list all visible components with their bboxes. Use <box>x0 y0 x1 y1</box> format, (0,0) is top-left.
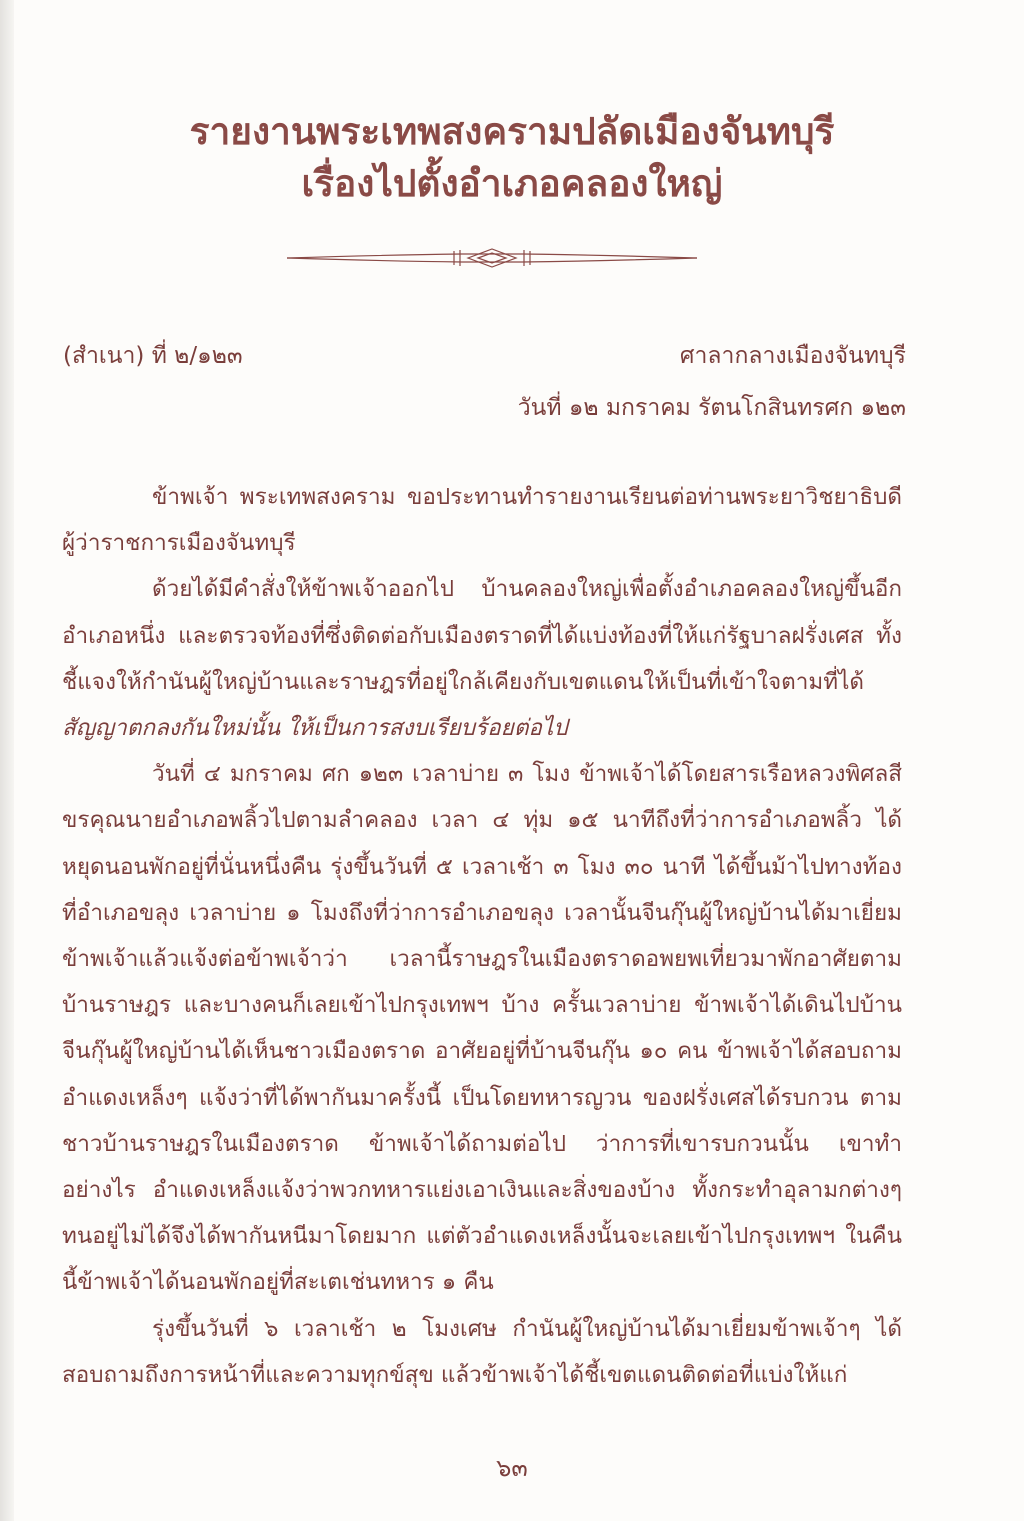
office-name: ศาลากลางเมืองจันทบุรี <box>679 343 906 369</box>
reference-number: (สำเนา) ที่ ๒/๑๒๓ <box>63 343 243 369</box>
paragraph-4: รุ่งขึ้นวันที่ ๖ เวลาเช้า ๒ โมงเศษ กำนันผู้ใหญ่บ้านได้มาเยี่ยมข้าพเจ้าๆ ได้สอบถามถึงการหน้าที่และความทุกข์สุข แล้วข้าพเจ้าได้ชี้เขตแดนติดต่อที่แบ่งให้แก่ <box>62 1315 902 1388</box>
binding-gutter <box>0 0 14 1521</box>
title-line-1: รายงานพระเทพสงครามปลัดเมืองจันทบุรี <box>189 110 835 153</box>
document-date: วันที่ ๑๒ มกราคม รัตนโกสินทรศก ๑๒๓ <box>517 395 906 421</box>
title-line-2: เรื่องไปตั้งอำเภอคลองใหญ่ <box>301 162 723 205</box>
paragraph-1: ข้าพเจ้า พระเทพสงคราม ขอประทานทำรายงานเรียนต่อท่านพระยาวิชยาธิบดี ผู้ว่าราชการเมืองจันทบุรี <box>62 484 902 557</box>
paragraph-2-text: ด้วยได้มีคำสั่งให้ข้าพเจ้าออกไป บ้านคลองใหญ่เพื่อตั้งอำเภอคลองใหญ่ขึ้นอีกอำเภอหนึ่ง และตรวจท้องที่ซึ่งติดต่อกับเมืองตราดที่ได้แบ่งท้องที่ให้แก่รัฐบาลฝรั่งเศส ทั้งชี้แจงให้กำนันผู้ใหญ่บ้านและราษฎรที่อยู่ใกล้เคียงกับเขตแดนให้เป็นที่เข้าใจตามที่ได้ <box>62 576 902 695</box>
ornament-divider-icon <box>282 244 702 272</box>
paragraph-2 <box>62 566 902 751</box>
paragraph-3: วันที่ ๔ มกราคม ศก ๑๒๓ เวลาบ่าย ๓ โมง ข้าพเจ้าได้โดยสารเรือหลวงพิศลสีขรคุณนายอำเภอพลิ้วไปตามลำคลอง เวลา ๔ ทุ่ม ๑๕ นาทีถึงที่ว่าการอำเภอพลิ้ว ได้หยุดนอนพักอยู่ที่นั่นหนึ่งคืน รุ่งขึ้นวันที่ ๕ เวลาเช้า ๓ โมง ๓๐ นาที ได้ขึ้นม้าไปทางท้องที่อำเภอขลุง เวลาบ่าย ๑ โมงถึงที่ว่าการอำเภอขลุง เวลานั้นจีนกุ๊นผู้ใหญ่บ้านได้มาเยี่ยมข้าพเจ้าแล้วแจ้งต่อข้าพเจ้าว่า เวลานี้ราษฎรในเมืองตราดอพยพเที่ยวมาพักอาศัยตามบ้านราษฎร และบางคนก็เลยเข้าไปกรุงเทพฯ บ้าง ครั้นเวลาบ่าย ข้าพเจ้าได้เดินไปบ้านจีนกุ๊นผู้ใหญ่บ้านได้เห็นชาวเมืองตราด อาศัยอยู่ที่บ้านจีนกุ๊น ๑๐ คน ข้าพเจ้าได้สอบถามอำแดงเหล็งๆ แจ้งว่าที่ได้พากันมาครั้งนี้ เป็นโดยทหารญวน ของฝรั่งเศสได้รบกวน ตามชาวบ้านราษฎรในเมืองตราด ข้าพเจ้าได้ถามต่อไป ว่าการที่เขารบกวนนั้น เขาทำอย่างไร อำแดงเหล็งแจ้งว่าพวกทหารแย่งเอาเงินและสิ่งของบ้าง ทั้งกระทำอุลามกต่างๆ ทนอยู่ไม่ได้จึงได้พากันหนีมาโดยมาก แต่ตัวอำแดงเหล็งนั้นจะเลยเข้าไปกรุงเทพฯ ในคืนนี้ข้าพเจ้าได้นอนพักอยู่ที่สะเตเช่นทหาร ๑ คืน <box>62 761 902 1296</box>
italic-phrase: สัญญาตกลงกันใหม่นั้น ให้เป็นการสงบเรียบร้อยต่อไป <box>62 715 568 742</box>
body-text <box>62 474 902 1398</box>
page-number: ๖๓ <box>496 1454 528 1482</box>
